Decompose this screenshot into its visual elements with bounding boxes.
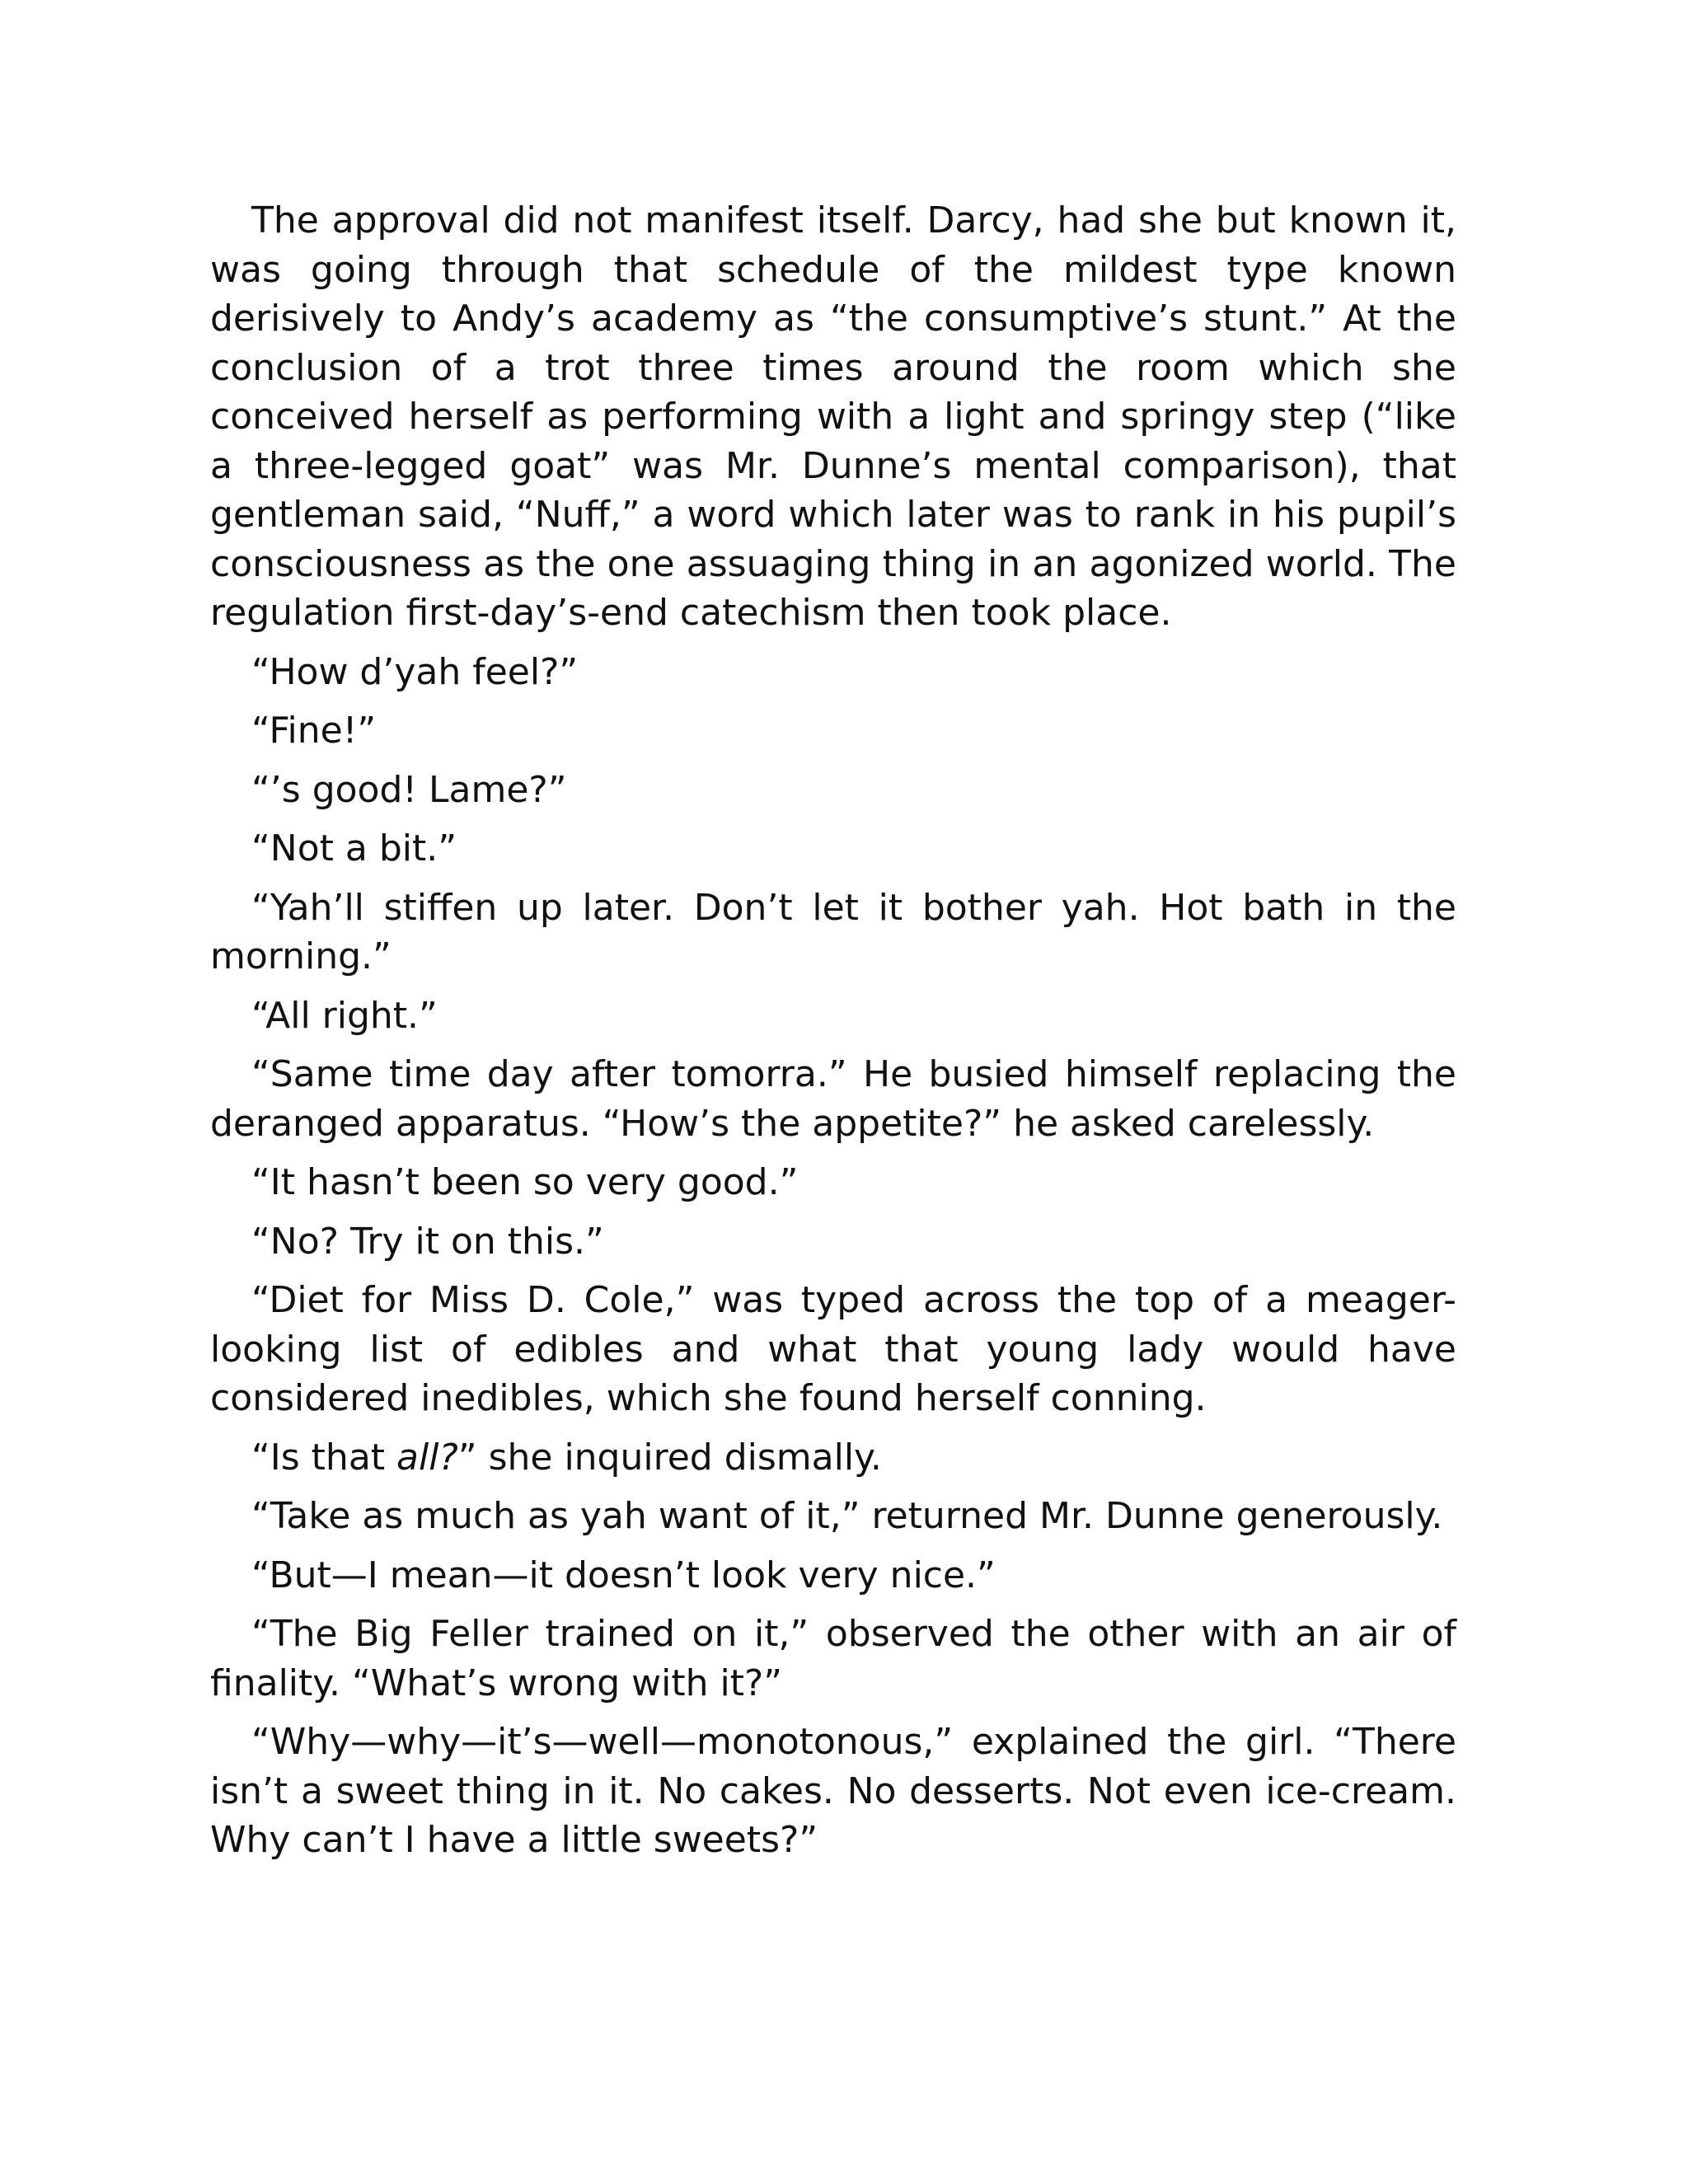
paragraph: “Take as much as yah want of it,” returned Mr. Dunne generously.: [251, 1495, 1443, 1537]
paragraph-text: ” she inquired dismally.: [457, 1436, 882, 1479]
paragraph: “It hasn’t been so very good.”: [251, 1161, 799, 1203]
paragraph: “No? Try it on this.”: [251, 1220, 604, 1263]
paragraph: “Diet for Miss D. Cole,” was typed across the top of a meager-looking list of edibles and what that young lady would have considered inedibles, which she found herself conning.: [210, 1279, 1456, 1419]
book-page: [210, 196, 1456, 1865]
paragraph: “How d’yah feel?”: [251, 650, 579, 693]
paragraph-text: “Is that: [251, 1436, 397, 1479]
paragraph: “The Big Feller trained on it,” observed the other with an air of finality. “What’s wrong with it?”: [210, 1613, 1456, 1704]
paragraph: The approval did not manifest itself. Darcy, had she but known it, was going through that schedule of the mildest type known derisively to Andy’s academy as “the consumptive’s stunt.” At the conclusion of a trot three times around the room which she conceived herself as performing with a light and springy step (“like a three-legged goat” was Mr. Dunne’s mental comparison), that gentleman said, “Nuff,” a word which later was to rank in his pupil’s consciousness as the one assuaging thing in an agonized world. The regulation first-day’s-end catechism then took place.: [210, 199, 1456, 634]
paragraph: “Not a bit.”: [251, 827, 457, 869]
paragraph: “’s good! Lame?”: [251, 768, 567, 811]
paragraph: “Yah’ll stiffen up later. Don’t let it bother yah. Hot bath in the morning.”: [210, 886, 1456, 977]
italic-emphasis: all?: [396, 1436, 458, 1479]
paragraph: “All right.”: [251, 994, 438, 1037]
paragraph: “Same time day after tomorra.” He busied himself replacing the deranged apparatus. “How’s the appetite?” he asked carelessly.: [210, 1053, 1456, 1145]
paragraph: [210, 1433, 1456, 1483]
paragraph: “Why—why—it’s—well—monotonous,” explained the girl. “There isn’t a sweet thing in it. No cakes. No desserts. Not even ice-cream. Why can’t I have a little sweets?”: [210, 1721, 1456, 1861]
paragraph: “But—I mean—it doesn’t look very nice.”: [251, 1554, 996, 1596]
paragraph: “Fine!”: [251, 710, 377, 752]
